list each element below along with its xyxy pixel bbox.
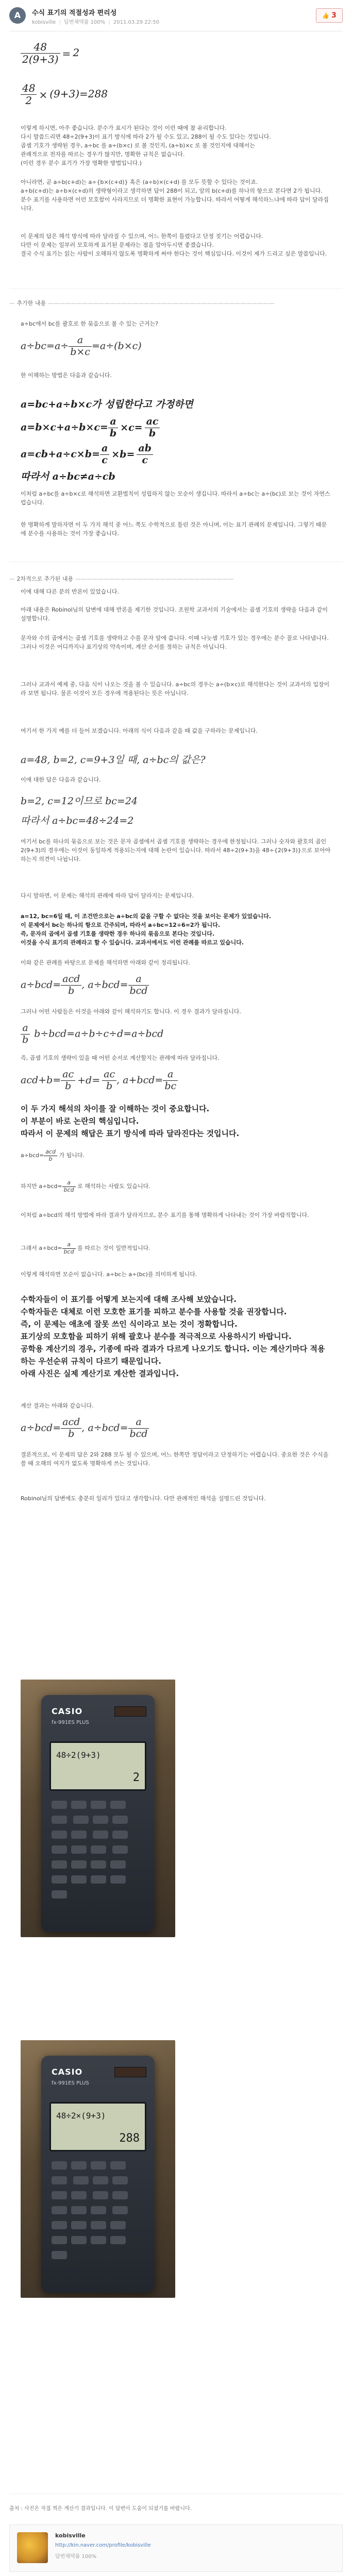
middle-paragraph: 아니라면, 곧 a÷b(c+d)는 a÷{b×(c+d)} 혹은 (a÷b)×(c+d) 를 모두 뜻할 수 있다는 것이죠. a÷b(c+d)는 a÷b×(c+d)의 생략형이라고 생각하면 답이 288이 되고, 앞의 b(c+d)를 하나의 항으로 본다면 2가 됩니다. 분수 표기를 사용하면 이런 모호함이 사라지므로 더 명확한 표현이 가능합니다. 따라서 어떻게 해석하느냐에 따라 답이 달라집니다. bbox=[21, 179, 329, 212]
calculator bbox=[41, 2056, 155, 2293]
answer-header bbox=[9, 6, 343, 27]
calculator-expression: 48÷2×(9+3) bbox=[56, 2111, 106, 2121]
author-profile-link[interactable]: http://kin.naver.com/profile/kobisville bbox=[55, 2543, 151, 2548]
section2-paragraph: 아래 내용은 Robinol님의 답변에 대해 반론을 제기한 것입니다. 조원학 교과서의 기술에서는 곱셈 기호의 생략을 다음과 같이 설명합니다. bbox=[21, 606, 328, 622]
section2-paragraph: 결론적으로, 이 문제의 답은 2와 288 모두 될 수 있으며, 어느 한쪽만 정답이라고 단정하기는 어렵습니다. 중요한 것은 수식을 쓸 때 오해의 여지가 없도록 명확하게 쓰는 것입니다. bbox=[21, 1451, 329, 1467]
section2-paragraph: 그래서 a÷bcd= $\frac{a}{\text{bcd}}$ 를 따르는 것이 일반적입니다. bbox=[21, 1241, 150, 1255]
section2-paragraph: 이처럼 a÷bcd의 해석 방법에 따라 결과가 달라지므로, 분수 표기를 통해 명확하게 나타내는 것이 가장 바람직합니다. bbox=[21, 1212, 309, 1218]
calculator-model: fx-991ES PLUS bbox=[52, 2080, 89, 2086]
equation-line: a=b×c+a÷b×c= $\frac{a}{b}$ ×c= $\frac{ac}{b}$ bbox=[21, 416, 160, 439]
section2-paragraph: 계산 결과는 아래와 같습니다. bbox=[21, 1402, 94, 1409]
section2-paragraph: a÷bcd= $\frac{\text{acd}}{b}$ 가 됩니다. bbox=[21, 1148, 85, 1162]
equation-line: $\frac{a}{b}$ b÷bcd=a÷b÷c÷d=a÷bcd bbox=[21, 1023, 163, 1046]
equation-line: a=cb+a÷c×b= $\frac{a}{c}$ ×b= $\frac{ab}{c}$ bbox=[21, 443, 153, 466]
equation-line: b=2, c=12이므로 bc=24 bbox=[21, 795, 138, 807]
section2-paragraph: 이와 같은 관례를 바탕으로 문제를 해석하면 아래와 같이 정리됩니다. bbox=[21, 959, 190, 966]
calculator-screen bbox=[49, 1741, 146, 1791]
formula-b: $\frac{48}{2}$ × (9+3)=288 bbox=[21, 82, 108, 107]
calculator-keys bbox=[49, 1798, 146, 1903]
fraction: $\frac{48}{2}$ bbox=[21, 82, 37, 107]
intro-paragraph: 이렇게 하시면, 아주 좋습니다. 분수가 표시가 된다는 것이 이런 때에 참 유리합니다. 다시 말씀드리면 48÷2(9+3)이 표기 방식에 따라 2가 될 수도 있고, 288이 될 수도 있다는 것입니다. 곱셈 기호가 생략된 경우, a÷bc 를 a÷(b×c) 로 볼 것인지, (a÷b)×c 로 볼 것인지에 대해서는 관례적으로 전자를 따르는 경우가 많지만, 명확한 규칙은 없습니다. (이런 경우 분수 표기가 가장 명확한 방법입니다.) bbox=[21, 125, 271, 166]
calculator-result: 288 bbox=[119, 2132, 140, 2145]
section2-paragraph: 여기서 한 가지 예를 더 들어 보겠습니다. 아래의 식이 다음과 같을 때 값을 구하라는 문제입니다. bbox=[21, 727, 258, 734]
calculator-brand: CASIO bbox=[52, 2067, 83, 2077]
calculator-brand: CASIO bbox=[52, 1706, 83, 1716]
answer-meta: kobisville | 답변채택률 100% | 2011.03.29 22:50 bbox=[32, 20, 160, 25]
question-equation: a=48, b=2, c=9+3일 때, a÷bc의 값은? bbox=[21, 754, 206, 766]
solar-panel bbox=[114, 1706, 146, 1717]
last-intro-paragraph: 이 문제의 답은 해석 방식에 따라 달라질 수 있으며, 어느 한쪽이 틀렸다고 단정 짓기는 어렵습니다. 다만 이 문제는 일부러 모호하게 표기된 문제라는 점을 알아두시면 좋겠습니다. 결국 수식 표기는 읽는 사람이 오해하지 않도록 명확하게 써야 한다는 것이 핵심입니다. 이것이 제가 드리고 싶은 말씀입니다. bbox=[21, 233, 327, 257]
bold-paragraph: 수학자들이 이 표기를 어떻게 보는지에 대해 조사해 보았습니다. 수학자들은 대체로 이런 모호한 표기를 피하고 분수를 사용할 것을 권장합니다. 즉, 이 문제는 애초에 잘못 쓰인 식이라고 보는 것이 정확합니다. 표기상의 모호함을 피하기 위해 괄호나 분수를 적극적으로 사용하시기 바랍니다. 공학용 계산기의 경우, 기종에 따라 결과가 다르게 나오기도 합니다. 이는 계산기마다 적용하는 우선순위 규칙이 다르기 때문입니다. 아래 사진은 실제 계산기로 계산한 결과입니다. bbox=[21, 1295, 325, 1378]
section2-paragraph: 그러나 어떤 사람들은 이것을 아래와 같이 해석하기도 합니다. 이 경우 결과가 달라집니다. bbox=[21, 1008, 241, 1015]
calculator-keys bbox=[49, 2159, 146, 2263]
bold-paragraph: 이 두 가지 해석의 차이를 잘 이해하는 것이 중요합니다. 이 부분이 바로 논란의 핵심입니다. 따라서 이 문제의 해답은 표기 방식에 따라 달라진다는 것입니다. bbox=[21, 1104, 240, 1138]
solar-panel bbox=[114, 2067, 146, 2077]
vote-button[interactable] bbox=[316, 8, 343, 23]
calculator-photo-1 bbox=[21, 1680, 175, 1937]
author-role: 답변채택률 100% bbox=[64, 20, 106, 25]
equation-line: a÷bc=a÷ $\frac{a}{b\times c}$ =a÷(b×c) bbox=[21, 334, 142, 358]
calculator-result: 2 bbox=[132, 1771, 140, 1784]
answer-badge: A bbox=[9, 7, 26, 24]
formula-a: $\frac{48}{2(9+3)}$ = 2 bbox=[21, 41, 79, 65]
avatar[interactable] bbox=[17, 2532, 48, 2563]
equation-line: a÷bcd= $\frac{\text{acd}}{b}$ , a÷bcd= $\frac{a}{\text{bcd}}$ bbox=[21, 974, 149, 997]
section2-paragraph: 문자와 수의 곱에서는 곱셈 기호를 생략하고 수를 문자 앞에 씁니다. 이때 나눗셈 기호가 있는 경우에는 분수 꼴로 나타냅니다. 그러나 이것은 어디까지나 표기상의 약속이며, 계산 순서를 정하는 규칙은 아닙니다. bbox=[21, 635, 329, 650]
equation-line: a÷bcd= $\frac{\text{acd}}{b}$ , a÷bcd= $\frac{a}{\text{bcd}}$ bbox=[21, 1417, 149, 1440]
section2-paragraph: 하지만 a÷bcd= $\frac{a}{\text{bcd}}$ 로 해석하는 사람도 있습니다. bbox=[21, 1179, 150, 1193]
author-card bbox=[9, 2524, 343, 2572]
calculator-expression: 48÷2(9+3) bbox=[56, 1750, 101, 1760]
equation-line: 따라서 a÷bc=48÷24=2 bbox=[21, 815, 134, 826]
section-header-second: — 2차적으로 추가된 내용 ———————————————————————————— bbox=[9, 575, 234, 582]
section2-paragraph: 다시 말하면, 이 문제는 해석의 관례에 따라 답이 달라지는 문제입니다. bbox=[21, 892, 194, 899]
author-name[interactable]: kobisville bbox=[55, 2532, 86, 2539]
bold-paragraph: a=12, bc=6일 때, 이 조건만으로는 a÷bc의 값을 구할 수 없다는 것을 보이는 문제가 있었습니다. 이 문제에서 bc는 하나의 항으로 간주되며, 따라서 a÷bc=12÷6=2가 됩니다. 즉, 문자의 곱에서 곱셈 기호를 생략한 경우 하나의 묶음으로 본다는 것입니다. 이것을 수식 표기의 관례라고 할 수 있습니다. 교과서에서도 이런 관례를 따르고 있습니다. bbox=[21, 913, 271, 946]
thumb-icon: 👍 bbox=[322, 12, 329, 19]
calculator-photo-2 bbox=[21, 2040, 175, 2298]
answer-date: 2011.03.29 22:50 bbox=[113, 20, 160, 25]
section2-paragraph: 즉, 곱셈 기호의 생략이 있을 때 어떤 순서로 계산할지는 관례에 따라 달라집니다. bbox=[21, 1055, 220, 1061]
section2-sub: 이에 대해 다른 분의 반론이 있었습니다. bbox=[21, 588, 119, 595]
section1-paragraph: 한 명확하게 말하자면 이 두 가지 해석 중 어느 쪽도 수학적으로 틀린 것은 아니며, 이는 표기 관례의 문제입니다. 그렇기 때문에 분수를 사용하는 것이 가장 좋습니다. bbox=[21, 521, 327, 537]
calculator-model: fx-991ES PLUS bbox=[52, 1720, 89, 1725]
question-text: a÷bc에서 bc를 괄호로 한 묶음으로 볼 수 있는 근거는? bbox=[21, 320, 159, 327]
section2-paragraph: Robinol님의 답변에도 충분히 일리가 있다고 생각합니다. 다만 관례적인 해석을 설명드린 것입니다. bbox=[21, 1495, 266, 1502]
calculator-screen bbox=[49, 2102, 146, 2151]
section1-paragraph: 이처럼 a÷bc를 a÷b×c로 해석하면 교환법칙이 성립하지 않는 모순이 생깁니다. 따라서 a÷bc는 a÷(bc)로 보는 것이 자연스럽습니다. bbox=[21, 490, 330, 506]
answer-title: 수식 표기의 적절성과 편리성 bbox=[32, 9, 117, 17]
equation-line: acd+b= $\frac{ac}{b}$ +d= $\frac{ac}{b}$ , a+bcd= $\frac{a}{bc}$ bbox=[21, 1069, 178, 1092]
note-text: 한 이해하는 방법은 다음과 같습니다. bbox=[21, 372, 112, 379]
section2-paragraph: 그러나 교과서 예제 중, 다음 식이 나오는 것을 볼 수 있습니다. a÷bc의 경우는 a÷(b×c)로 해석한다는 것이 교과서의 입장이라 보면 됩니다. 물론 이것이 모든 경우에 적용된다는 뜻은 아닙니다. bbox=[21, 681, 330, 697]
author-badge: 답변채택률 100% bbox=[55, 2554, 97, 2560]
equation-line: 따라서 a÷bc≠a÷cb bbox=[21, 471, 115, 482]
equation-line: a=bc+a÷b×c가 성립한다고 가정하면 bbox=[21, 399, 193, 410]
answer-note: 이에 대한 답은 다음과 같습니다. bbox=[21, 776, 101, 783]
author-name[interactable]: kobisville bbox=[32, 20, 56, 25]
vote-count: 3 bbox=[331, 11, 337, 20]
fraction: $\frac{48}{2(9+3)}$ bbox=[21, 41, 60, 65]
section2-paragraph: 이렇게 해석하면 모순이 없습니다. a÷bc는 a÷(bc)를 의미하게 됩니다. bbox=[21, 1271, 197, 1278]
section-header-added: — 추가한 내용 ———————————————————————————————————————— bbox=[9, 300, 275, 307]
section2-paragraph: 여기서 bc를 하나의 묶음으로 보는 것은 문자 곱셈에서 곱셈 기호를 생략하는 경우에 한정됩니다. 그러나 숫자와 괄호의 곱인 2(9+3)의 경우에는 이것이 동일하게 적용되는지에 대해 논란이 있습니다. 따라서 48÷2(9+3)을 48÷{2(9+3)}으로 보아야 하는지 의견이 나뉩니다. bbox=[21, 838, 331, 862]
calculator bbox=[41, 1695, 155, 1932]
source-text: 출처 : 사진은 직접 찍은 계산기 결과입니다. 이 답변이 도움이 되셨기를 바랍니다. bbox=[9, 2506, 192, 2512]
